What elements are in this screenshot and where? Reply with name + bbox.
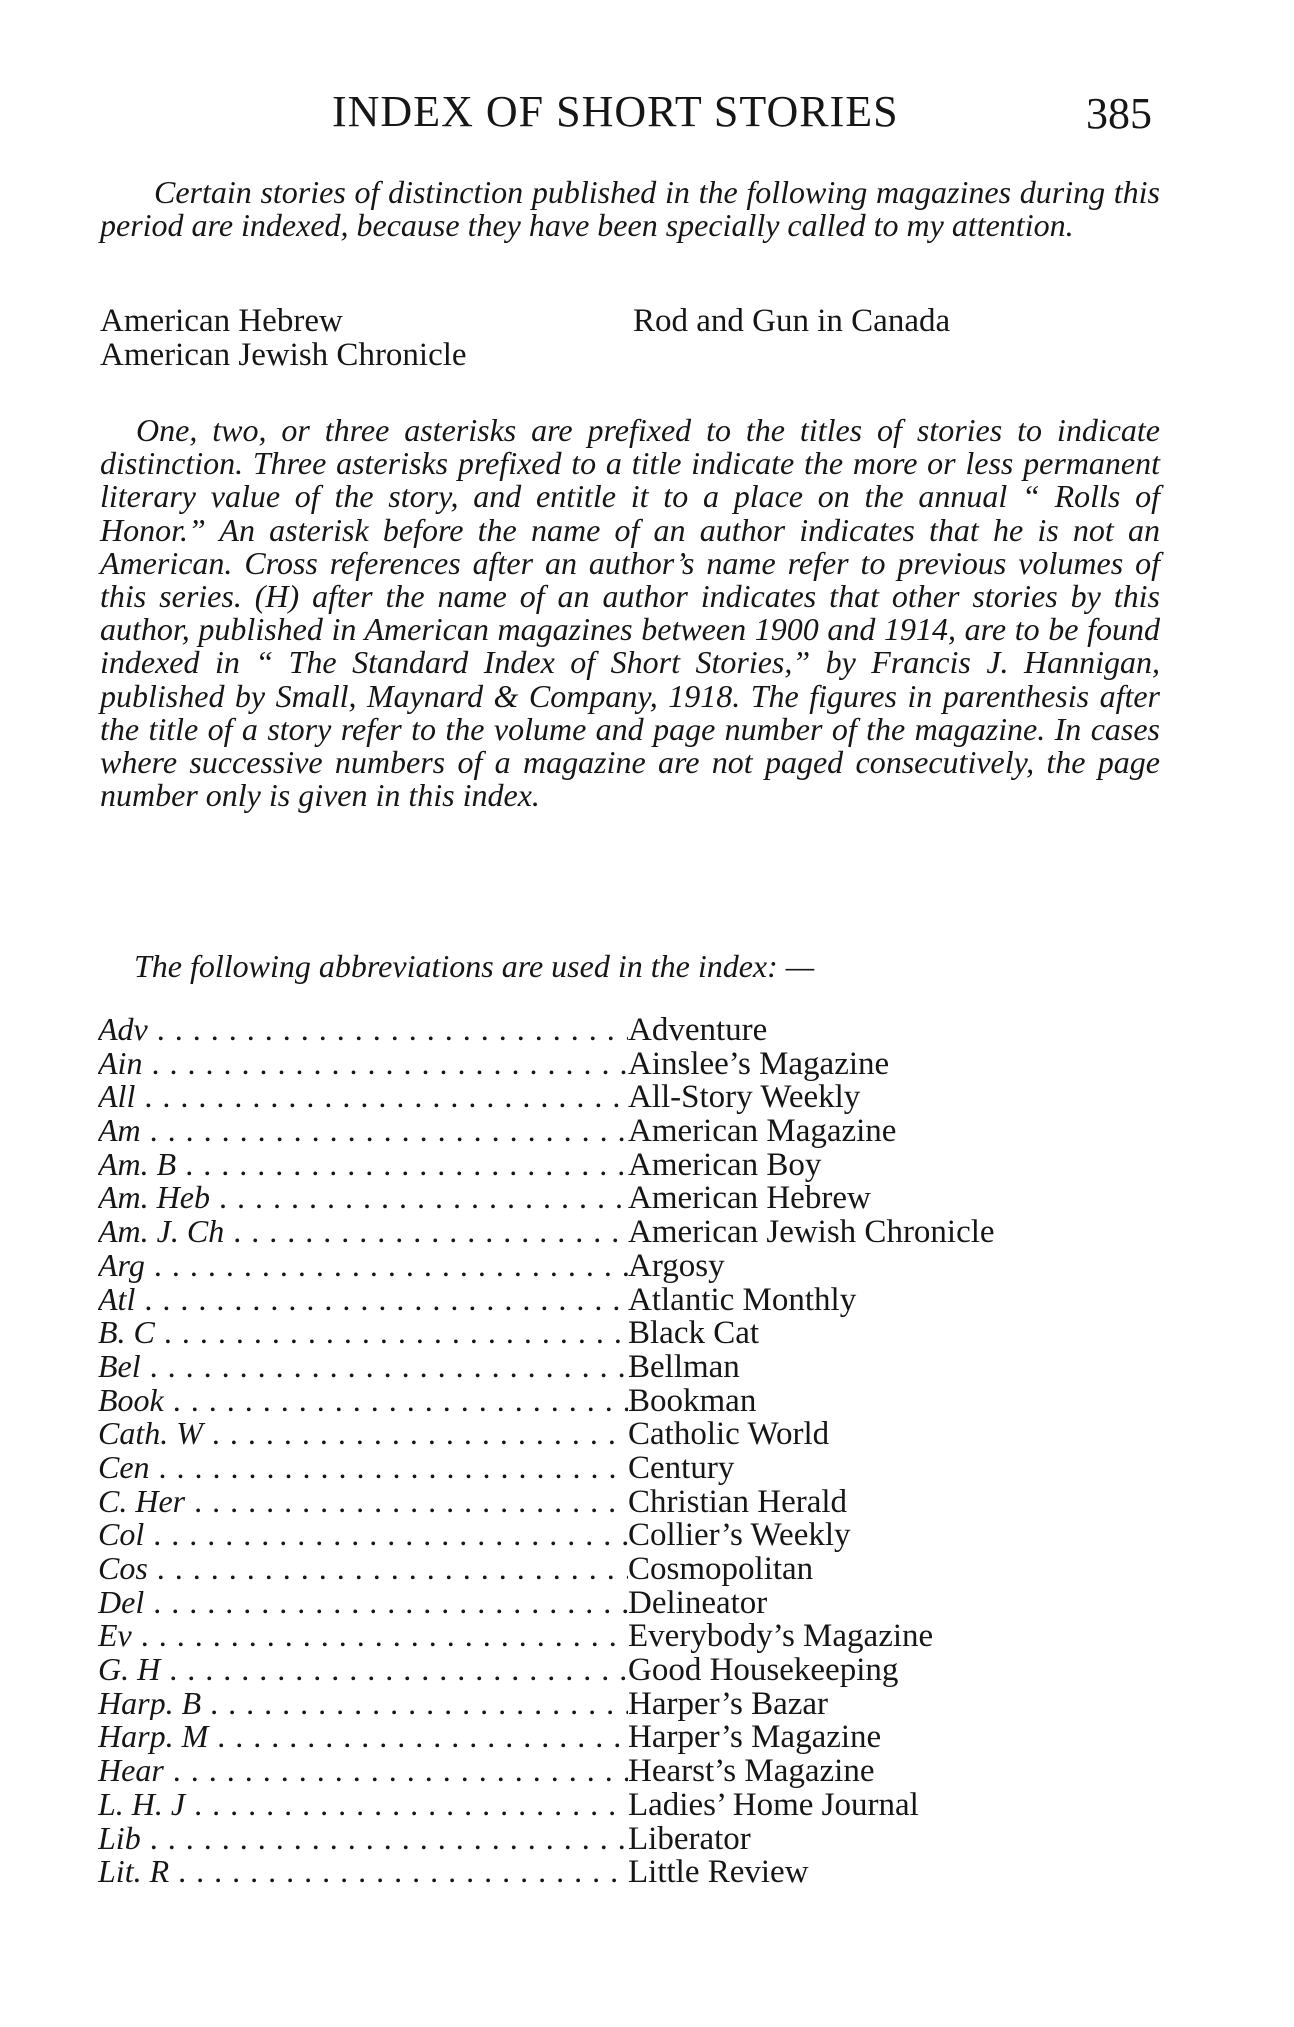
abbreviation-row — [98, 1754, 1198, 1788]
abbreviation: Harp. B . . . — [98, 1687, 628, 1721]
magazine-name: Century — [628, 1449, 735, 1486]
abbreviation: Am. J. Ch . . . — [98, 1215, 628, 1249]
abbreviation: C. Her . . . — [98, 1485, 628, 1519]
magazine-name: Good Housekeeping — [628, 1652, 899, 1689]
magazine-name: Liberator — [628, 1820, 751, 1857]
abbreviation-row — [98, 1384, 1198, 1418]
abbreviation: All . . . — [98, 1080, 628, 1114]
abbreviation-row — [98, 1552, 1198, 1586]
page-header — [0, 86, 1294, 146]
abbreviation-row — [98, 1687, 1198, 1721]
magazine-name: Harper’s Bazar — [628, 1685, 829, 1722]
magazine-name: Everybody’s Magazine — [628, 1618, 934, 1655]
abbreviation: B. C . . . — [98, 1316, 628, 1350]
magazine-name: American Magazine — [628, 1113, 897, 1150]
abbreviation-row — [98, 1181, 1198, 1215]
magazine-name: All-Story Weekly — [628, 1079, 861, 1116]
magazine-item: Rod and Gun in Canada — [633, 303, 951, 339]
abbreviation-row — [98, 1653, 1198, 1687]
abbreviation: L. H. J . . . — [98, 1788, 628, 1822]
abbreviation: Lit. R . . . — [98, 1855, 628, 1889]
magazine-column-left — [100, 304, 467, 372]
abbreviation: Ain . . . — [98, 1047, 628, 1081]
abbreviation-row — [98, 1417, 1198, 1451]
abbreviation: Lib . . . — [98, 1822, 628, 1856]
magazine-name: Little Review — [628, 1854, 809, 1891]
magazine-name: American Hebrew — [628, 1180, 871, 1217]
abbreviation: Col . . . — [98, 1518, 628, 1552]
abbreviation: Am. B . . . — [98, 1148, 628, 1182]
abbreviation: Am . . . — [98, 1114, 628, 1148]
abbreviation-row — [98, 1047, 1198, 1081]
abbreviation: Cath. W . . . — [98, 1417, 628, 1451]
abbreviation-row — [98, 1619, 1198, 1653]
abbreviations-intro: The following abbreviations are used in the index: — — [134, 948, 815, 984]
abbreviation: Cen . . . — [98, 1451, 628, 1485]
abbreviation: Del . . . — [98, 1586, 628, 1620]
abbreviation: Harp. M . . . — [98, 1720, 628, 1754]
magazine-name: Cosmopolitan — [628, 1551, 814, 1587]
abbreviation-row — [98, 1283, 1198, 1317]
magazine-name: Catholic World — [628, 1416, 830, 1453]
magazine-name: Delineator — [628, 1584, 768, 1621]
abbreviation: Hear . . . — [98, 1754, 628, 1788]
abbreviation: G. H . . . — [98, 1653, 628, 1687]
abbreviation-row — [98, 1822, 1198, 1856]
magazine-name: Harper’s Magazine — [628, 1719, 882, 1756]
abbreviation-row — [98, 1350, 1198, 1384]
abbreviation-row — [98, 1316, 1198, 1350]
magazine-item: American Hebrew — [100, 303, 343, 339]
abbreviation: Arg . . . — [98, 1249, 628, 1283]
magazine-name: American Boy — [628, 1146, 822, 1183]
abbreviation-row — [98, 1215, 1198, 1249]
explanation-paragraph: One, two, or three asterisks are prefixed to the titles of stories to indicate distinction. Three asterisks prefixed to a title indicate the more or less permanent literary value of the story, and entitle it to a place on the annual “ Rolls of Honor.” An asterisk before the name of an author indicates that he is not an American. Cross references after an author’s name refer to previous volumes of this series. (H) after the name of an author indicates that other stories by this author, published in American magazines between 1900 and 1914, are to be found indexed in “ The Standard Index of Short Stories,” by Francis J. Hannigan, published by Small, Maynard & Company, 1918. The figures in parenthesis after the title of a story refer to the volume and page number of the magazine. In cases where successive numbers of a magazine are not paged consecutively, the page number only is given in this index. — [100, 412, 1160, 814]
abbreviation-row — [98, 1451, 1198, 1485]
abbreviation-row — [98, 1788, 1198, 1822]
abbreviation: Ev . . . — [98, 1619, 628, 1653]
abbreviation-row — [98, 1720, 1198, 1754]
abbreviation-row — [98, 1114, 1198, 1148]
magazine-name: American Jewish Chronicle — [628, 1214, 995, 1251]
abbreviation-row — [98, 1080, 1198, 1114]
magazine-name: Bookman — [628, 1382, 757, 1419]
magazine-name: Collier’s Weekly — [628, 1517, 851, 1554]
abbreviation-row — [98, 1148, 1198, 1182]
magazine-name: Hearst’s Magazine — [628, 1753, 875, 1790]
abbreviation: Book . . . — [98, 1384, 628, 1418]
magazine-name: Christian Herald — [628, 1483, 848, 1520]
abbreviation-row — [98, 1013, 1198, 1047]
page-number: 385 — [1086, 89, 1152, 138]
magazine-item: American Jewish Chronicle — [100, 337, 467, 373]
abbreviation-row — [98, 1485, 1198, 1519]
running-title: INDEX OF SHORT STORIES — [332, 87, 899, 136]
intro-paragraph: Certain stories of distinction published in the following magazines during this period are indexed, because they have been specially called to my attention. — [100, 174, 1160, 244]
magazine-name: Black Cat — [628, 1315, 760, 1352]
abbreviations-list — [98, 1013, 1198, 1889]
magazine-name: Adventure — [628, 1012, 768, 1048]
abbreviation-row — [98, 1518, 1198, 1552]
abbreviation: Am. Heb . . . — [98, 1181, 628, 1215]
abbreviation: Atl . . . — [98, 1283, 628, 1317]
magazine-name: Bellman — [628, 1348, 740, 1385]
abbreviation-row — [98, 1855, 1198, 1889]
magazine-name: Ladies’ Home Journal — [628, 1786, 919, 1823]
abbreviation-row — [98, 1586, 1198, 1620]
abbreviation: Bel . . . — [98, 1350, 628, 1384]
abbreviation: Cos . . . — [98, 1552, 628, 1586]
magazine-name: Ainslee’s Magazine — [628, 1045, 890, 1082]
magazine-name: Atlantic Monthly — [628, 1281, 857, 1318]
abbreviation-row — [98, 1249, 1198, 1283]
magazine-column-right — [633, 304, 950, 338]
magazine-name: Argosy — [628, 1247, 725, 1284]
abbreviation: Adv . . . — [98, 1013, 628, 1047]
